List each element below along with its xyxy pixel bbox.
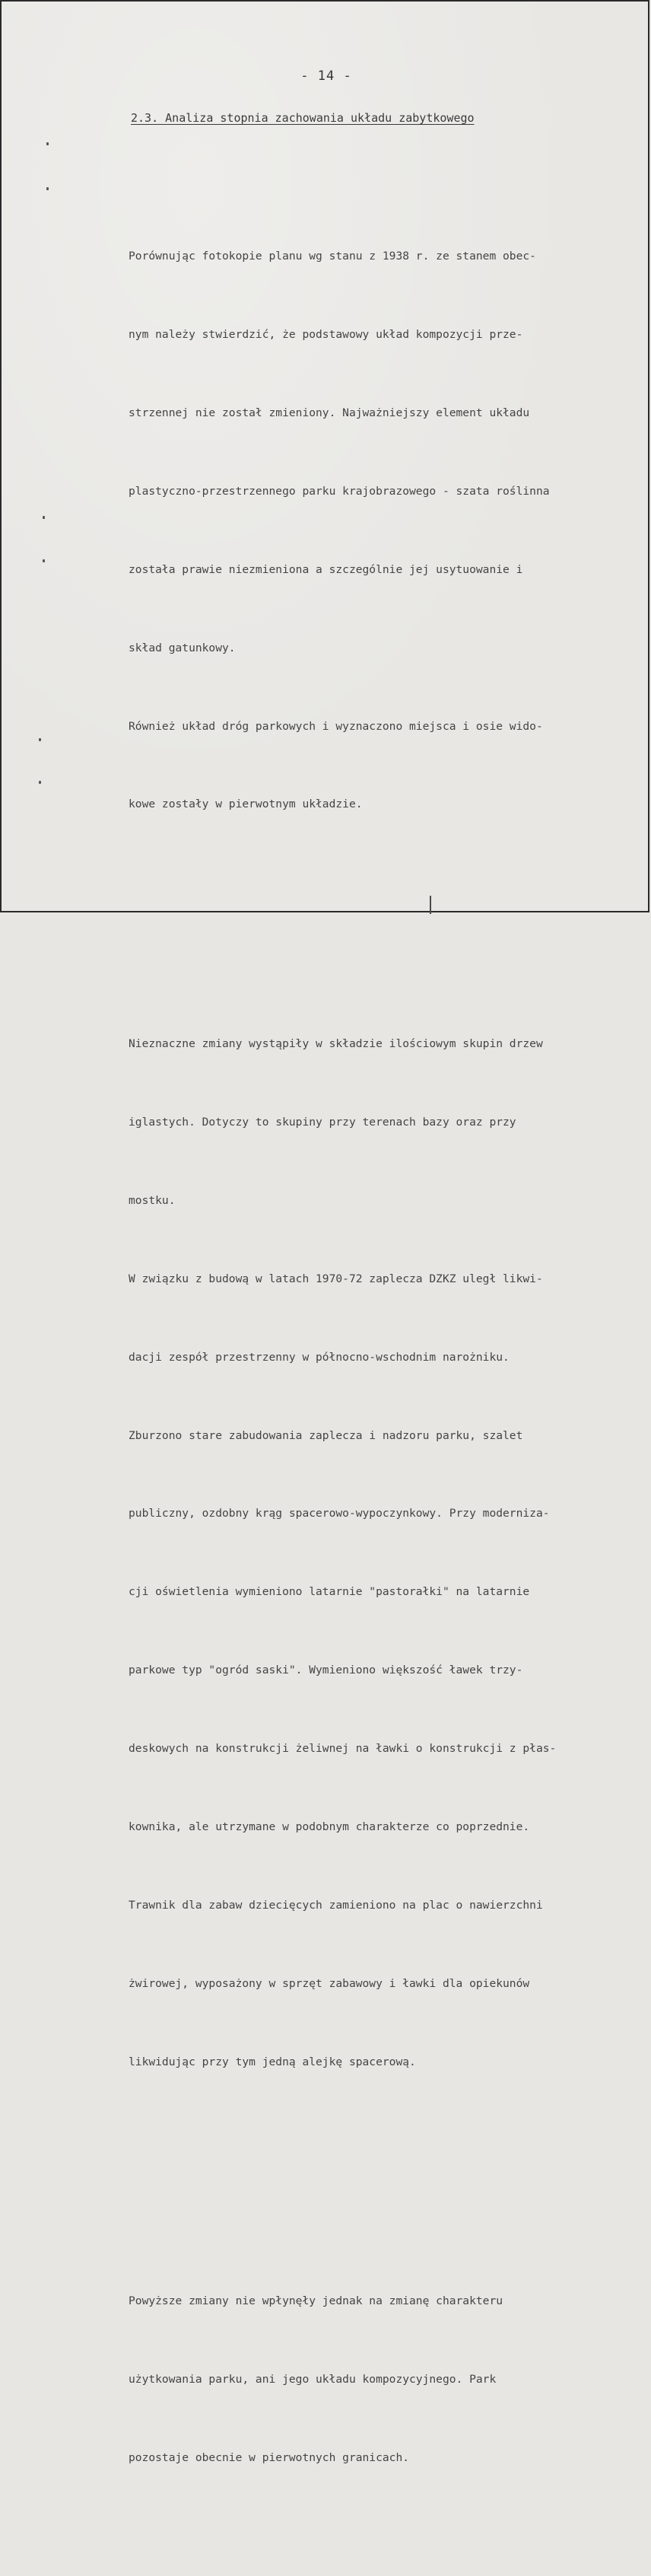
text-line: Zburzono stare zabudowania zaplecza i nadzoru parku, szalet [129,1428,523,1442]
paragraph-1 [129,192,630,871]
text-line: kownika, ale utrzymane w podobnym charakterze co poprzednie. [129,1820,530,1833]
text-line: skład gatunkowy. [129,641,236,654]
text-line: parkowe typ "ogród saski". Wymieniono większość ławek trzy- [129,1664,523,1677]
paragraph-gap [129,922,630,927]
text-line: strzennej nie został zmieniony. Najważniejszy element układu [129,406,530,419]
margin-mark [46,187,49,190]
text-line: pozostaje obecnie w pierwotnych granicach. [129,2451,410,2465]
text-line: W związku z budową w latach 1970-72 zaplecza DZKZ uległ likwi- [129,1272,543,1285]
margin-mark [43,516,45,519]
margin-mark [39,781,41,784]
text-line: iglastych. Dotyczy to skupiny przy terenach bazy oraz przy [129,1115,516,1129]
text-line: Porównując fotokopie planu wg stanu z 1938 r. ze stanem obec- [129,250,536,263]
text-line: dacji zespół przestrzenny w północno-wschodnim narożniku. [129,1350,510,1364]
text-line: użytkowania parku, ani jego układu kompozycyjnego. Park [129,2373,497,2387]
section-heading: 2.3. Analiza stopnia zachowania układu zabytkowego [131,111,475,125]
paragraph-2 [129,979,630,2128]
paragraph-gap [129,2180,630,2184]
text-line: plastyczno-przestrzennego parku krajobrazowego - szata roślinna [129,484,550,498]
text-line: Nieznaczne zmiany wystąpiły w składzie ilościowym skupin drzew [129,1037,543,1051]
paragraph-3 [129,2237,630,2523]
text-line: Trawnik dla zabaw dziecięcych zamieniono na plac o nawierzchni [129,1898,543,1912]
margin-mark [39,738,41,741]
text-line: deskowych na konstrukcji żeliwnej na ławki o konstrukcji z płas- [129,1742,557,1756]
text-line: żwirowej, wyposażony w sprzęt zabawowy i ławki dla opiekunów [129,1976,530,1990]
page-number: - 14 - [300,68,352,84]
text-line: kowe zostały w pierwotnym układzie. [129,798,363,811]
bottom-edge-mark [430,896,431,914]
text-line: likwidując przy tym jedną alejkę spacerową. [129,2055,416,2068]
text-line: cji oświetlenia wymieniono latarnie "pastorałki" na latarnie [129,1585,530,1599]
text-line: nym należy stwierdzić, że podstawowy układ kompozycji prze- [129,328,523,342]
margin-mark [43,559,45,562]
text-line: mostku. [129,1193,176,1207]
body-text [129,139,630,2576]
text-line: Powyższe zmiany nie wpłynęły jednak na zmianę charakteru [129,2294,503,2308]
text-line: Również układ dróg parkowych i wyznaczono miejsca i osie wido- [129,719,543,733]
text-line: publiczny, ozdobny krąg spacerowo-wypoczynkowy. Przy moderniza- [129,1507,550,1520]
text-line: została prawie niezmieniona a szczególnie jej usytuowanie i [129,562,523,576]
margin-mark [46,142,49,145]
